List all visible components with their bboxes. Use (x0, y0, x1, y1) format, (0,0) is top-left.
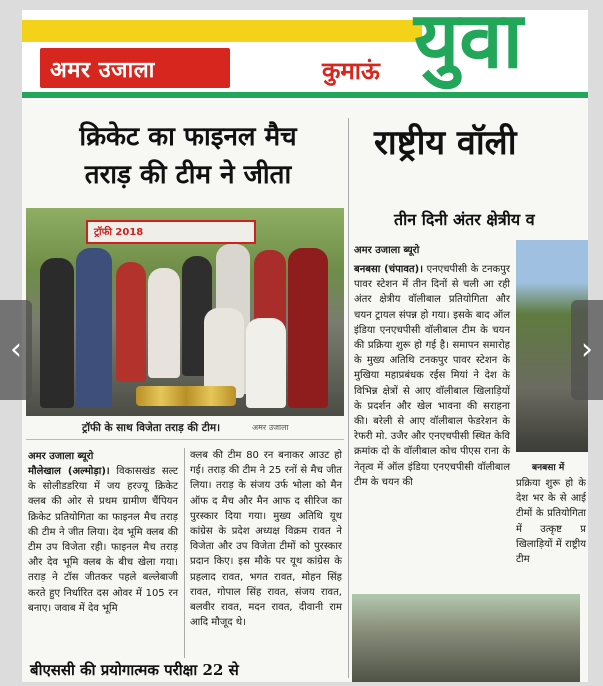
previous-image-button[interactable] (0, 300, 32, 400)
left-column-1 (28, 464, 178, 616)
newspaper-page (22, 10, 588, 682)
masthead-rule (22, 92, 588, 98)
trophy-row (136, 386, 236, 406)
next-image-button[interactable] (571, 300, 603, 400)
chevron-left-icon: ‹ (10, 332, 22, 367)
player-figure (288, 248, 328, 408)
column-divider (184, 448, 185, 658)
left-headline-line2: तराड़ की टीम ने जीता (84, 160, 292, 190)
right-dateline: बनबसा (चंपावत)। (354, 264, 423, 275)
left-headline (28, 118, 348, 194)
left-dateline: मौलेखाल (अल्मोड़ा)। (28, 466, 110, 477)
left-col1-text: विकासखंड सल्ट के सोलीडडरिया में जय हरज्यू क्रिकेट क्लब की ओर से प्रथम ग्रामीण चैंपियन क्रिकेट प्रतियोगिता का फाइनल मैच तराड़ की टीम ने जीत लिया। देव भूमि क्लब की टीम उप विजेता रही। फाइनल मैच तराड़ और देव भूमि क्लब के बीच खेला गया। तराड़ ने टॉस जीतकर पहले बल्लेबाजी करते हुए निर्धारित दस ओवर में 105 रन बनाए। जवाब में देव भूमि (28, 466, 178, 614)
player-figure (148, 268, 180, 378)
left-byline: अमर उजाला ब्यूरो (28, 451, 94, 462)
left-headline-line1: क्रिकेट का फाइनल मैच (79, 122, 297, 152)
right-subhead: तीन दिनी अंतर क्षेत्रीय व (394, 210, 535, 229)
students-photo (352, 594, 580, 682)
chevron-right-icon: › (581, 332, 593, 367)
left-column-2: क्लब की टीम 80 रन बनाकर आउट हो गई। तराड़ की टीम ने 25 रनों से मैच जीत लिया। तराड़ के संजय उर्फ भोला को मैन ऑफ द मैच और मैन आफ द सीरिज का पुरस्कार दिया गया। मुख्य अतिथि यूथ कांग्रेस के प्रदेश अध्यक्ष विक्रम रावत ने विजेता और उप विजेता टीमों को पुरस्कार प्रदान किए। इस मौके पर यूथ कांग्रेस के प्रहलाद रावत, भगत रावत, मोहन सिंह रावत, गोपाल सिंह रावत, संजय रावत, बलवीर रावत, मदन रावत, दीवानी राम आदि मौजूद थे। (190, 450, 342, 629)
right-byline: अमर उजाला ब्यूरो (354, 245, 420, 256)
section-title: युवा (414, 10, 523, 86)
photo-banner-text: ट्रॉफी 2018 (94, 227, 144, 238)
player-figure (76, 248, 112, 408)
player-figure (246, 318, 286, 408)
right-column-1 (354, 262, 510, 490)
region-label: कुमाऊं (322, 57, 380, 85)
right-col1-text: एनएचपीसी के टनकपुर पावर स्टेशन में तीन दिनों से चली आ रही अंतर क्षेत्रीय वॉलीबाल प्रतियोगिता और चयन ट्रायल संपन्न हो गया। इसके बाद ऑल इंडिया एनएचपीसी वॉलीबाल टीम के चयन की प्रक्रिया शुरू हो गई है। समापन समारोह के मुख्य अतिथि टनकपुर पावर स्टेशन के मुखिया महाप्रबंधक रईस मियां ने देश के विभिन्न क्षेत्रों से आए वॉलीबाल खिलाड़ियों के प्रदर्शन और खेल भावना की सराहना की। बरेली से आए वॉलीबाल फेडरेशन के रेफरी मो. उजैर और एनएचपीसी स्थित केवि क्रमांक दो के वॉलीबाल कोच पीएस राना के नेतृत्व में ऑल इंडिया एनएचपीसी वॉलीबाल टीम के चयन की (354, 264, 510, 488)
right-headline: राष्ट्रीय वॉली (374, 123, 517, 163)
player-figure (204, 308, 244, 398)
team-photo (26, 208, 344, 416)
player-figure (116, 262, 146, 382)
right-column-2: प्रक्रिया शुरू हो के देश भर के से आई टीमों के प्रतियोगिता में उत्कृष्ट प्र खिलाड़ियों में राष्ट्रीय टीम (516, 478, 586, 566)
brand-name: अमर उजाला (50, 58, 155, 83)
masthead-yellow-band (22, 20, 422, 42)
article-divider (348, 118, 349, 678)
player-figure (40, 258, 74, 408)
photo-caption: ट्रॉफी के साथ विजेता तराड़ की टीम। (82, 422, 221, 434)
photo-credit: अमर उजाला (252, 423, 289, 432)
right-photo-caption: बनबसा में (532, 463, 565, 473)
bottom-headline: बीएससी की प्रयोगात्मक परीक्षा 22 से (30, 661, 239, 679)
masthead (22, 10, 588, 100)
